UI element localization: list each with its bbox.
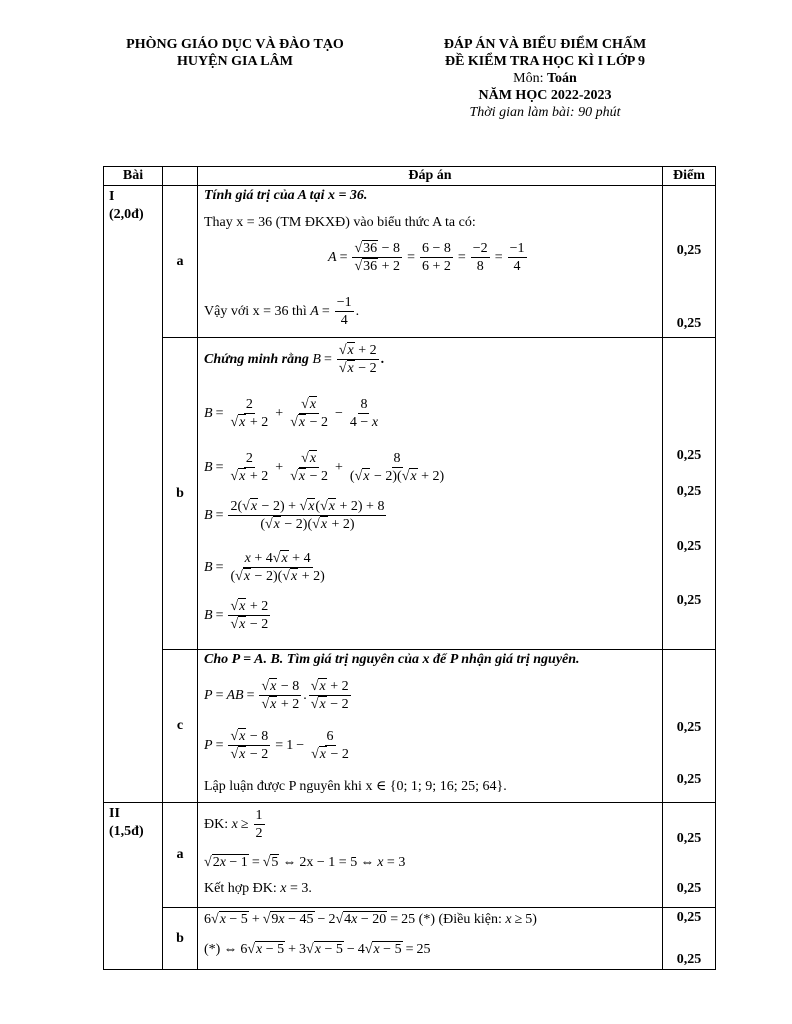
q2b-part: b xyxy=(163,908,198,970)
q1c-points xyxy=(663,650,716,803)
subject: Toán xyxy=(547,71,577,86)
q1-cell xyxy=(104,186,163,803)
q2b-cond-text: (*) (Điều kiện: xyxy=(418,912,502,927)
q1b-title-text: Chứng minh rằng xyxy=(204,351,309,367)
row-q1c xyxy=(104,650,716,803)
q2a-combine: Kết hợp ĐK: x = 3. xyxy=(204,881,312,896)
q1-score: (2,0đ) xyxy=(109,207,144,222)
q2-label: II xyxy=(109,806,120,821)
q1a-line1: Thay x = 36 (TM ĐKXĐ) vào biểu thức A ta có: xyxy=(204,215,476,230)
district-name: HUYỆN GIA LÂM xyxy=(177,54,293,69)
q2b-answer xyxy=(198,908,663,970)
q1a-conclusion: Vậy với x = 36 thì A = $\frac{-1}{4}$ . xyxy=(204,295,360,328)
q2b-points xyxy=(663,908,716,970)
q1a-points xyxy=(663,186,716,338)
q1a-point-2: 0,25 xyxy=(676,316,702,331)
q1b-step-3: B = $\frac{2(√x - 2) + √x(√x + 2) + 8}{(√x - 2)(√x + 2)}$ xyxy=(204,499,385,532)
q1a-answer xyxy=(198,186,663,338)
row-q2b xyxy=(104,908,716,970)
q1b-step-1: B = $\frac{2}{√x + 2}$ + $\frac{√x}{√x - 2}$ − $\frac{8}{4 - x}$ xyxy=(204,397,379,430)
q2b-equation: 6 √x − 5 + √9x − 45 − 2 √4x − 20 = 25 (*) (Điều kiện: x ≥ 5) xyxy=(204,912,537,927)
q1b-title: Chứng minh rằng B = $\frac{√x + 2}{√x - 2}$ . xyxy=(204,343,385,376)
doc-title: ĐÁP ÁN VÀ BIỂU ĐIỂM CHẤM xyxy=(443,37,647,52)
col-points: Điểm xyxy=(663,167,716,186)
q2a-combine-text: Kết hợp ĐK: xyxy=(204,881,277,896)
q1a-formula: A = $\frac{√36 - 8}{√36 + 2}$ = $\frac{6 - 8}{6 + 2}$ = $\frac{-2}{8}$ = $\frac{-1}{4}$ xyxy=(328,241,525,274)
col-part xyxy=(163,167,198,186)
q2a-point-2: 0,25 xyxy=(676,881,702,896)
q1c-title: Cho P = A. B. Tìm giá trị nguyên của x để P nhận giá trị nguyên. xyxy=(204,652,580,667)
q1c-step-1: P = AB = $\frac{√x - 8}{√x + 2}$ . $\frac{√x + 2}{√x - 2}$ xyxy=(204,679,349,712)
q1a-part: a xyxy=(163,186,198,338)
q1c-answer xyxy=(198,650,663,803)
q1b-answer xyxy=(198,338,663,650)
col-bai: Bài xyxy=(104,167,163,186)
q2a-answer xyxy=(198,803,663,908)
col-answer: Đáp án xyxy=(198,167,663,186)
header-left xyxy=(90,36,380,70)
q2b-step: (*) ⇔ 6 √x − 5 + 3 √x − 5 − 4 √x − 5 = 25 xyxy=(204,942,431,957)
q2-score: (1,5đ) xyxy=(109,824,144,839)
q1b-point-1: 0,25 xyxy=(676,448,702,463)
q1b-step-5: B = $\frac{√x + 2}{√x - 2}$ xyxy=(204,599,269,632)
q1b-points xyxy=(663,338,716,650)
q1b-step-4: B = $\frac{x + 4√x + 4}{(√x - 2)(√x + 2)}$ xyxy=(204,551,325,584)
row-q2a xyxy=(104,803,716,908)
q2a-part: a xyxy=(163,803,198,908)
row-q1b xyxy=(104,338,716,650)
answer-table xyxy=(103,166,716,970)
q2a-condition: ĐK: x ≥ $\frac{1}{2}$ xyxy=(204,808,263,841)
q1c-part: c xyxy=(163,650,198,803)
table-header-row xyxy=(104,167,716,186)
q2b-point-2: 0,25 xyxy=(676,952,702,967)
header-right xyxy=(410,36,680,121)
department-name: PHÒNG GIÁO DỤC VÀ ĐÀO TẠO xyxy=(126,37,344,52)
q1a-conclusion-text: Vậy với x = 36 thì xyxy=(204,303,307,319)
q2-cell xyxy=(104,803,163,970)
q1b-point-4: 0,25 xyxy=(676,593,702,608)
row-q1a xyxy=(104,186,716,338)
q1c-conclusion: Lập luận được P nguyên khi x ∈ {0; 1; 9; 16; 25; 64}. xyxy=(204,779,507,794)
subject-line xyxy=(410,70,680,87)
q1b-step-2: B = $\frac{2}{√x + 2}$ + $\frac{√x}{√x - 2}$ + $\frac{8}{(√x - 2)(√x + 2)}$ xyxy=(204,451,445,484)
q1a-title: Tính giá trị của A tại x = 36. xyxy=(204,188,368,203)
exam-time: Thời gian làm bài: 90 phút xyxy=(469,105,621,120)
q1-label: I xyxy=(109,189,115,204)
q2b-point-1: 0,25 xyxy=(676,910,702,925)
q1b-point-3: 0,25 xyxy=(676,539,702,554)
q1c-point-2: 0,25 xyxy=(676,772,702,787)
q1b-point-2: 0,25 xyxy=(676,484,702,499)
q1c-point-1: 0,25 xyxy=(676,720,702,735)
q1a-point-1: 0,25 xyxy=(676,243,702,258)
q2a-cond-text: ĐK: xyxy=(204,816,229,832)
subject-label: Môn: xyxy=(513,71,547,86)
q1c-step-2: P = $\frac{√x - 8}{√x - 2}$ = 1 − $\frac{6}{√x - 2}$ xyxy=(204,729,349,762)
q2a-points xyxy=(663,803,716,908)
q2a-solution: √2x − 1 = √5 ⇔ 2x − 1 = 5 ⇔ x = 3 xyxy=(204,855,406,870)
exam-title: ĐỀ KIỂM TRA HỌC KÌ I LỚP 9 xyxy=(444,54,646,69)
q2a-point-1: 0,25 xyxy=(676,831,702,846)
q1b-part: b xyxy=(163,338,198,650)
school-year: NĂM HỌC 2022-2023 xyxy=(478,88,612,103)
